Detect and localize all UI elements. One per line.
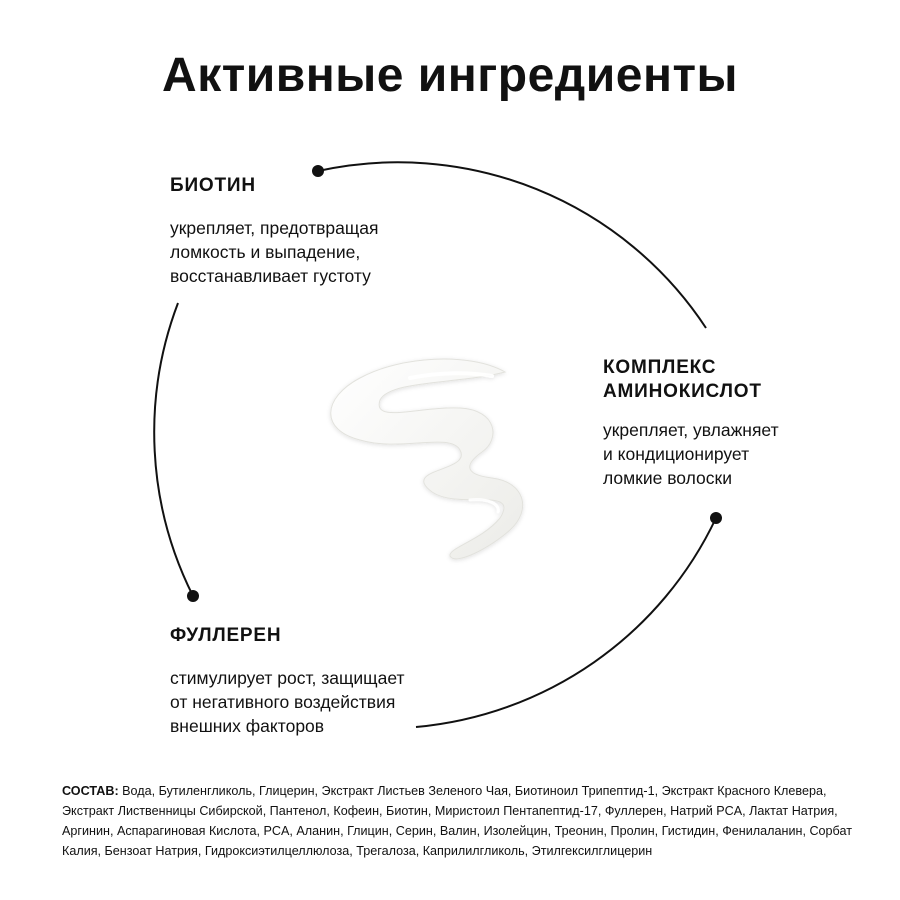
ingredient-biotin: [170, 174, 470, 288]
ingredient-description: укрепляет, предотвращая ломкость и выпадение, восстанавливает густоту: [170, 218, 379, 286]
ingredient-description: укрепляет, увлажняет и кондиционирует ломкие волоски: [603, 420, 779, 488]
composition-text: [62, 781, 852, 861]
ingredient-fulleren: [170, 624, 470, 738]
ingredient-amino-acid-complex: [603, 356, 893, 490]
arc-left: [154, 303, 193, 596]
ingredient-name: ФУЛЛЕРЕН: [170, 625, 282, 646]
fulleren-dot: [187, 590, 199, 602]
composition-label: СОСТАВ:: [62, 784, 119, 798]
composition-list: Вода, Бутиленгликоль, Глицерин, Экстракт Листьев Зеленого Чая, Биотиноил Трипептид-1, Экстракт Красного Клевера, Экстракт Лиственницы Сибирской, Пантенол, Кофеин, Биотин, Миристоил Пентапептид-17, Фуллерен, Натрий PCA, Лактат Натрия, Аргинин, Аспарагиновая Кислота, PCA, Аланин, Глицин, Серин, Валин, Изолейцин, Треонин, Пролин, Гистидин, Фенилаланин, Сорбат Калия, Бензоат Натрия, Гидроксиэтилцеллюлоза, Трегалоза, Каприлилгликоль, Этилгексилглицерин: [62, 784, 852, 858]
product-swatch: [331, 359, 523, 559]
amino-dot: [710, 512, 722, 524]
ingredient-name: КОМПЛЕКС АМИНОКИСЛОТ: [603, 357, 762, 402]
ingredient-description: стимулирует рост, защищает от негативного воздействия внешних факторов: [170, 668, 405, 736]
page-title: Активные ингредиенты: [162, 49, 738, 102]
ingredient-name: БИОТИН: [170, 175, 256, 196]
